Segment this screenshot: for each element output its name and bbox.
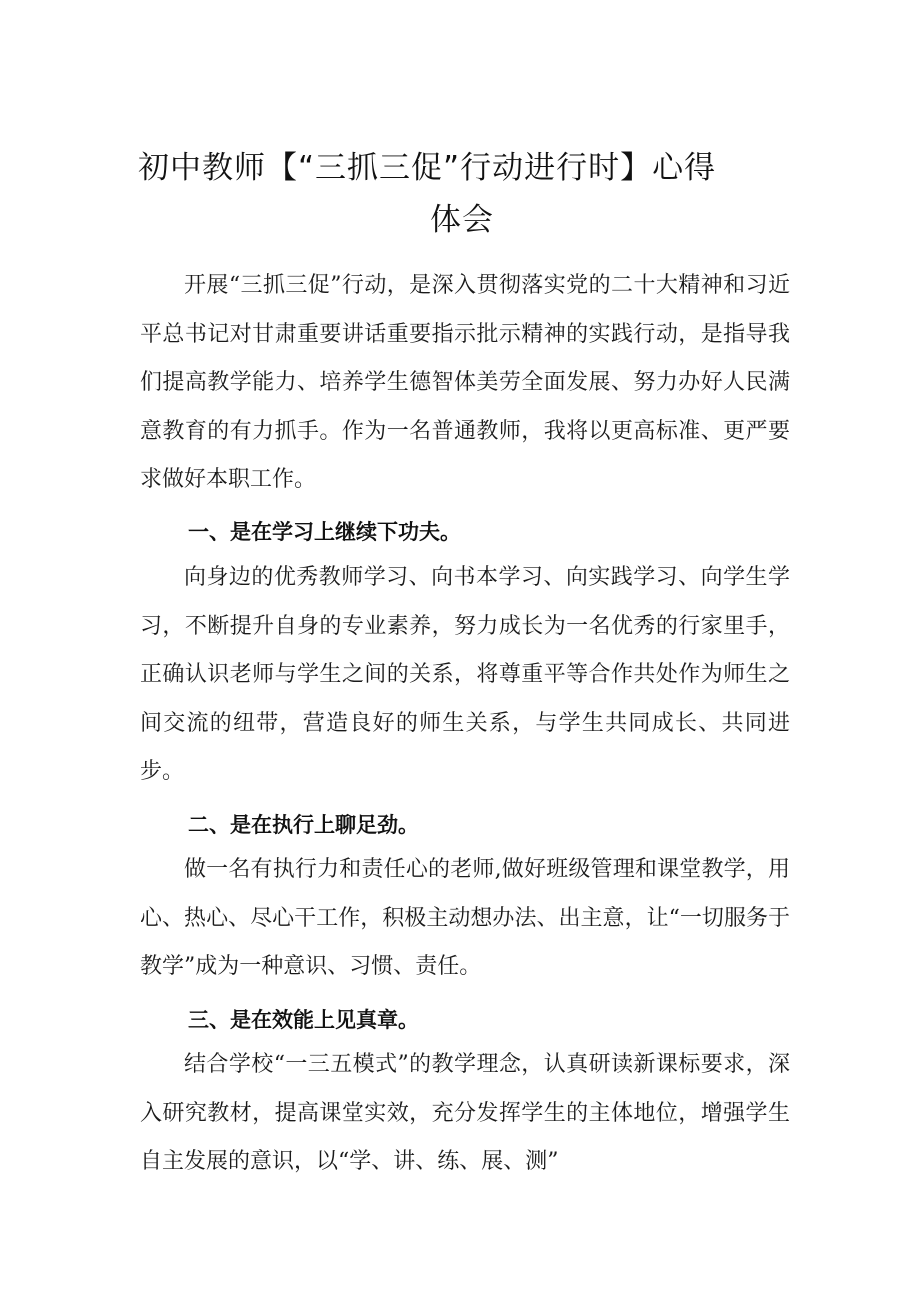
- section-heading-1: 一、是在学习上继续下功夫。: [188, 520, 461, 544]
- paragraph-section-1: 向身边的优秀教师学习、向书本学习、向实践学习、向学生学习，不断提升自身的专业素养，努力成长为一名优秀的行家里手，正确认识老师与学生之间的关系，将尊重平等合作共处作为师生之间交流的纽带，营造良好的师生关系，与学生共同成长、共同进步。: [140, 565, 790, 784]
- paragraph-section-2: 做一名有执行力和责任心的老师,做好班级管理和课堂教学，用心、热心、尽心干工作，积极主动想办法、出主意，让“一切服务于教学”成为一种意识、习惯、责任。: [140, 857, 790, 979]
- paragraph-intro: 开展“三抓三促”行动，是深入贯彻落实党的二十大精神和习近平总书记对甘肃重要讲话重要指示批示精神的实践行动，是指导我们提高教学能力、培养学生德智体美劳全面发展、努力办好人民满意教育的有力抓手。作为一名普通教师，我将以更高标准、更严要求做好本职工作。: [140, 273, 790, 492]
- document-title-line1: 初中教师【“三抓三促”行动进行时】心得: [138, 150, 717, 186]
- section-heading-2: 二、是在执行上聊足劲。: [188, 813, 419, 837]
- document-title-line2: 体会: [430, 202, 494, 238]
- section-heading-3: 三、是在效能上见真章。: [188, 1008, 419, 1032]
- paragraph-section-3: 结合学校“一三五模式”的教学理念，认真研读新课标要求，深入研究教材，提高课堂实效，充分发挥学生的主体地位，增强学生自主发展的意识，以“学、讲、练、展、测”: [140, 1052, 790, 1174]
